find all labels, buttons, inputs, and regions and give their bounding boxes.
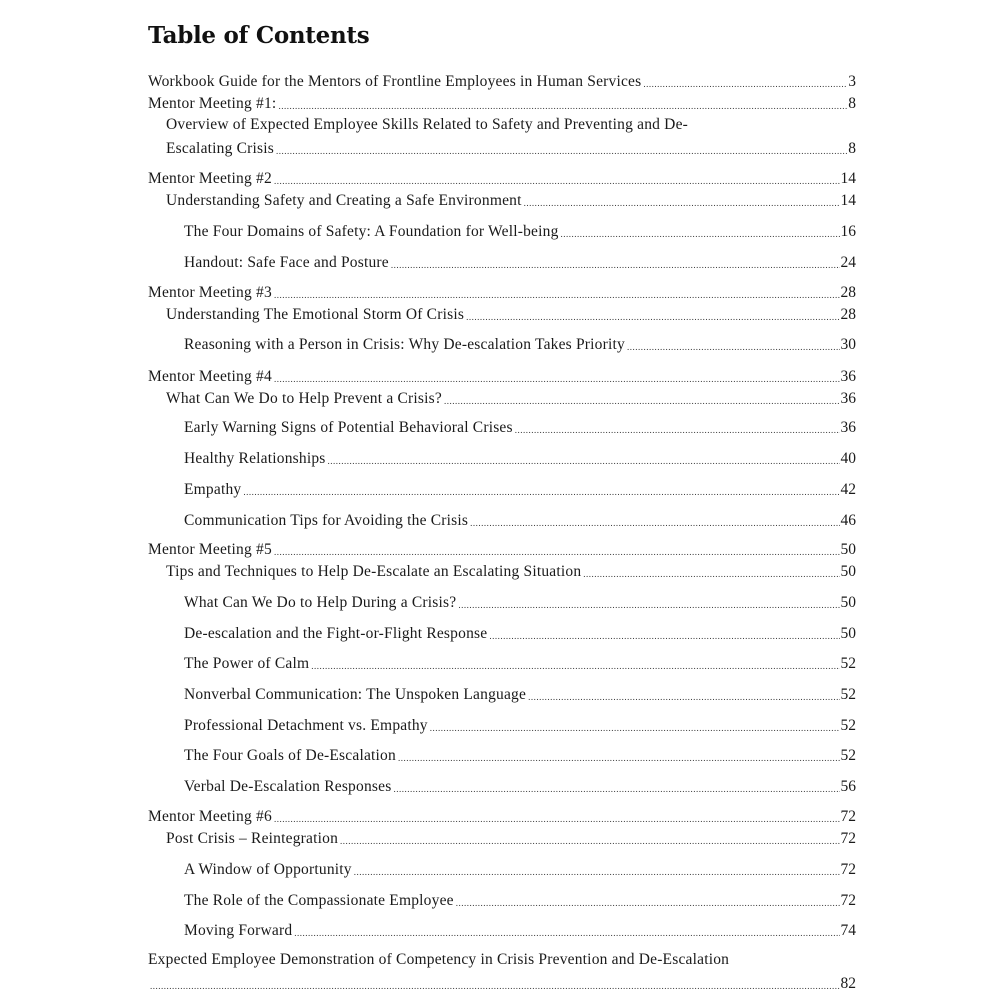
toc-entry-page: 72: [840, 892, 856, 909]
toc-entry-label: Workbook Guide for the Mentors of Frontline Employees in Human Services: [148, 73, 642, 90]
toc-entry-page: 50: [840, 625, 856, 642]
dot-leader: [294, 925, 839, 941]
toc-entry-page: 14: [840, 192, 856, 209]
toc-entry-page: 16: [840, 223, 856, 240]
toc-entry-label: Mentor Meeting #4: [148, 368, 272, 385]
toc-entry-label: Mentor Meeting #3: [148, 284, 272, 301]
toc-entry-label: Professional Detachment vs. Empathy: [184, 717, 428, 734]
toc-entry-page: 56: [840, 778, 856, 795]
toc-entry[interactable]: [184, 683, 856, 705]
dot-leader: [311, 658, 839, 674]
toc-entry[interactable]: [184, 333, 856, 355]
dot-leader: [340, 833, 839, 849]
dot-leader: [458, 597, 839, 613]
dot-leader: [398, 750, 840, 766]
toc-entry[interactable]: [184, 652, 856, 674]
dot-leader: [489, 628, 839, 644]
toc-entry[interactable]: [184, 714, 856, 736]
toc-entry-page: 28: [840, 306, 856, 323]
toc-entry-label: A Window of Opportunity: [184, 861, 352, 878]
dot-leader: [328, 453, 840, 469]
toc-entry-page: 50: [840, 594, 856, 611]
toc-entry-label: What Can We Do to Help During a Crisis?: [184, 594, 457, 611]
toc-entry-label: Tips and Techniques to Help De-Escalate an Escalating Situation: [166, 563, 582, 580]
toc-entry-page: 8: [848, 140, 856, 157]
dot-leader: [276, 143, 847, 159]
dot-leader: [243, 484, 839, 500]
dot-leader: [391, 257, 840, 273]
dot-leader: [274, 173, 840, 189]
toc-entry-page: 72: [840, 861, 856, 878]
toc-entry[interactable]: [184, 858, 856, 880]
page-title: Table of Contents: [148, 22, 370, 49]
dot-leader: [470, 515, 839, 531]
dot-leader: [456, 895, 840, 911]
dot-leader: [278, 98, 847, 114]
toc-entry-page: 36: [840, 419, 856, 436]
toc-entry-label: Mentor Meeting #5: [148, 541, 272, 558]
toc-entry-page: 36: [840, 390, 856, 407]
toc-entry-label: What Can We Do to Help Prevent a Crisis?: [166, 390, 442, 407]
toc-entry-page: 30: [840, 336, 856, 353]
toc-entry[interactable]: [184, 509, 856, 531]
toc-entry-label: Escalating Crisis: [166, 140, 275, 157]
toc-entry[interactable]: [184, 889, 856, 911]
toc-entry-label: Understanding The Emotional Storm Of Crisis: [166, 306, 465, 323]
dot-leader: [444, 393, 840, 409]
toc-entry[interactable]: [184, 220, 856, 242]
toc-entry-page: 24: [840, 254, 856, 271]
toc-entry-page: 82: [840, 975, 856, 992]
toc-entry-page: 50: [840, 541, 856, 558]
dot-leader: [515, 422, 840, 438]
toc-entry[interactable]: [166, 137, 856, 159]
toc-entry-label: Mentor Meeting #1:: [148, 95, 277, 112]
toc-entry[interactable]: [184, 919, 856, 941]
toc-entry-page: 40: [840, 450, 856, 467]
toc-entry-page: 14: [840, 170, 856, 187]
toc-entry[interactable]: [148, 92, 856, 114]
toc-entry-label: Handout: Safe Face and Posture: [184, 254, 389, 271]
toc-entry-page: 8: [848, 95, 856, 112]
toc-entry[interactable]: [184, 478, 856, 500]
toc-entry[interactable]: [184, 251, 856, 273]
toc-entry-label: Nonverbal Communication: The Unspoken Language: [184, 686, 527, 703]
dot-leader: [274, 811, 840, 827]
toc-entry-label: Mentor Meeting #2: [148, 170, 272, 187]
dot-leader: [150, 978, 840, 994]
dot-leader: [274, 287, 840, 303]
toc-entry-label: De-escalation and the Fight-or-Flight Response: [184, 625, 488, 642]
toc-entry-label: The Power of Calm: [184, 655, 310, 672]
toc-entry-label: The Role of the Compassionate Employee: [184, 892, 454, 909]
toc-entry-label: The Four Goals of De-Escalation: [184, 747, 396, 764]
dot-leader: [466, 309, 839, 325]
toc-entry[interactable]: [148, 281, 856, 303]
toc-entry-label: Empathy: [184, 481, 242, 498]
toc-entry[interactable]: [184, 622, 856, 644]
toc-entry[interactable]: [166, 387, 856, 409]
toc-entry[interactable]: [184, 775, 856, 797]
toc-entry[interactable]: [148, 167, 856, 189]
dot-leader: [393, 781, 839, 797]
toc-entry-page: 74: [840, 922, 856, 939]
toc-entry-label-line1[interactable]: Overview of Expected Employee Skills Related to Safety and Preventing and De-: [166, 116, 689, 133]
toc-entry[interactable]: [148, 70, 856, 92]
dot-leader: [627, 339, 840, 355]
toc-entry[interactable]: [184, 591, 856, 613]
toc-entry-label: The Four Domains of Safety: A Foundation for Well-being: [184, 223, 559, 240]
toc-entry[interactable]: [184, 416, 856, 438]
toc-entry[interactable]: [166, 827, 856, 849]
toc-entry[interactable]: [184, 744, 856, 766]
dot-leader: [430, 720, 840, 736]
toc-entry[interactable]: [184, 447, 856, 469]
toc-entry[interactable]: [148, 805, 856, 827]
toc-entry-page: 36: [840, 368, 856, 385]
toc-entry-page: 52: [840, 717, 856, 734]
dot-leader: [354, 864, 840, 880]
toc-entry[interactable]: [166, 189, 856, 211]
toc-entry-label: Moving Forward: [184, 922, 293, 939]
toc-entry-page: 42: [840, 481, 856, 498]
dot-leader: [274, 544, 840, 560]
dot-leader: [583, 566, 839, 582]
toc-entry-label: Early Warning Signs of Potential Behavioral Crises: [184, 419, 513, 436]
toc-entry-label: Mentor Meeting #6: [148, 808, 272, 825]
toc-entry-label-line1[interactable]: Expected Employee Demonstration of Competency in Crisis Prevention and De-Escalation: [148, 951, 730, 968]
toc-entry-label: Verbal De-Escalation Responses: [184, 778, 392, 795]
toc-entry-page: 52: [840, 686, 856, 703]
toc-entry[interactable]: [148, 365, 856, 387]
toc-entry[interactable]: [148, 538, 856, 560]
toc-entry-label: Understanding Safety and Creating a Safe Environment: [166, 192, 522, 209]
toc-entry-page: 72: [840, 830, 856, 847]
dot-leader: [643, 76, 847, 92]
toc-entry-label: Post Crisis – Reintegration: [166, 830, 339, 847]
toc-entry-page: 52: [840, 655, 856, 672]
toc-entry[interactable]: [166, 560, 856, 582]
toc-entry[interactable]: [148, 972, 856, 994]
toc-entry-label: Healthy Relationships: [184, 450, 326, 467]
toc-entry-page: 3: [848, 73, 856, 90]
toc-entry[interactable]: [166, 303, 856, 325]
toc-entry-page: 50: [840, 563, 856, 580]
toc-entry-label: Communication Tips for Avoiding the Crisis: [184, 512, 469, 529]
dot-leader: [528, 689, 839, 705]
dot-leader: [524, 195, 840, 211]
dot-leader: [561, 226, 840, 242]
toc-entry-page: 72: [840, 808, 856, 825]
dot-leader: [274, 371, 840, 387]
toc-entry-page: 28: [840, 284, 856, 301]
toc-entry-page: 52: [840, 747, 856, 764]
toc-entry-label: Reasoning with a Person in Crisis: Why De-escalation Takes Priority: [184, 336, 625, 353]
toc-entry-page: 46: [840, 512, 856, 529]
